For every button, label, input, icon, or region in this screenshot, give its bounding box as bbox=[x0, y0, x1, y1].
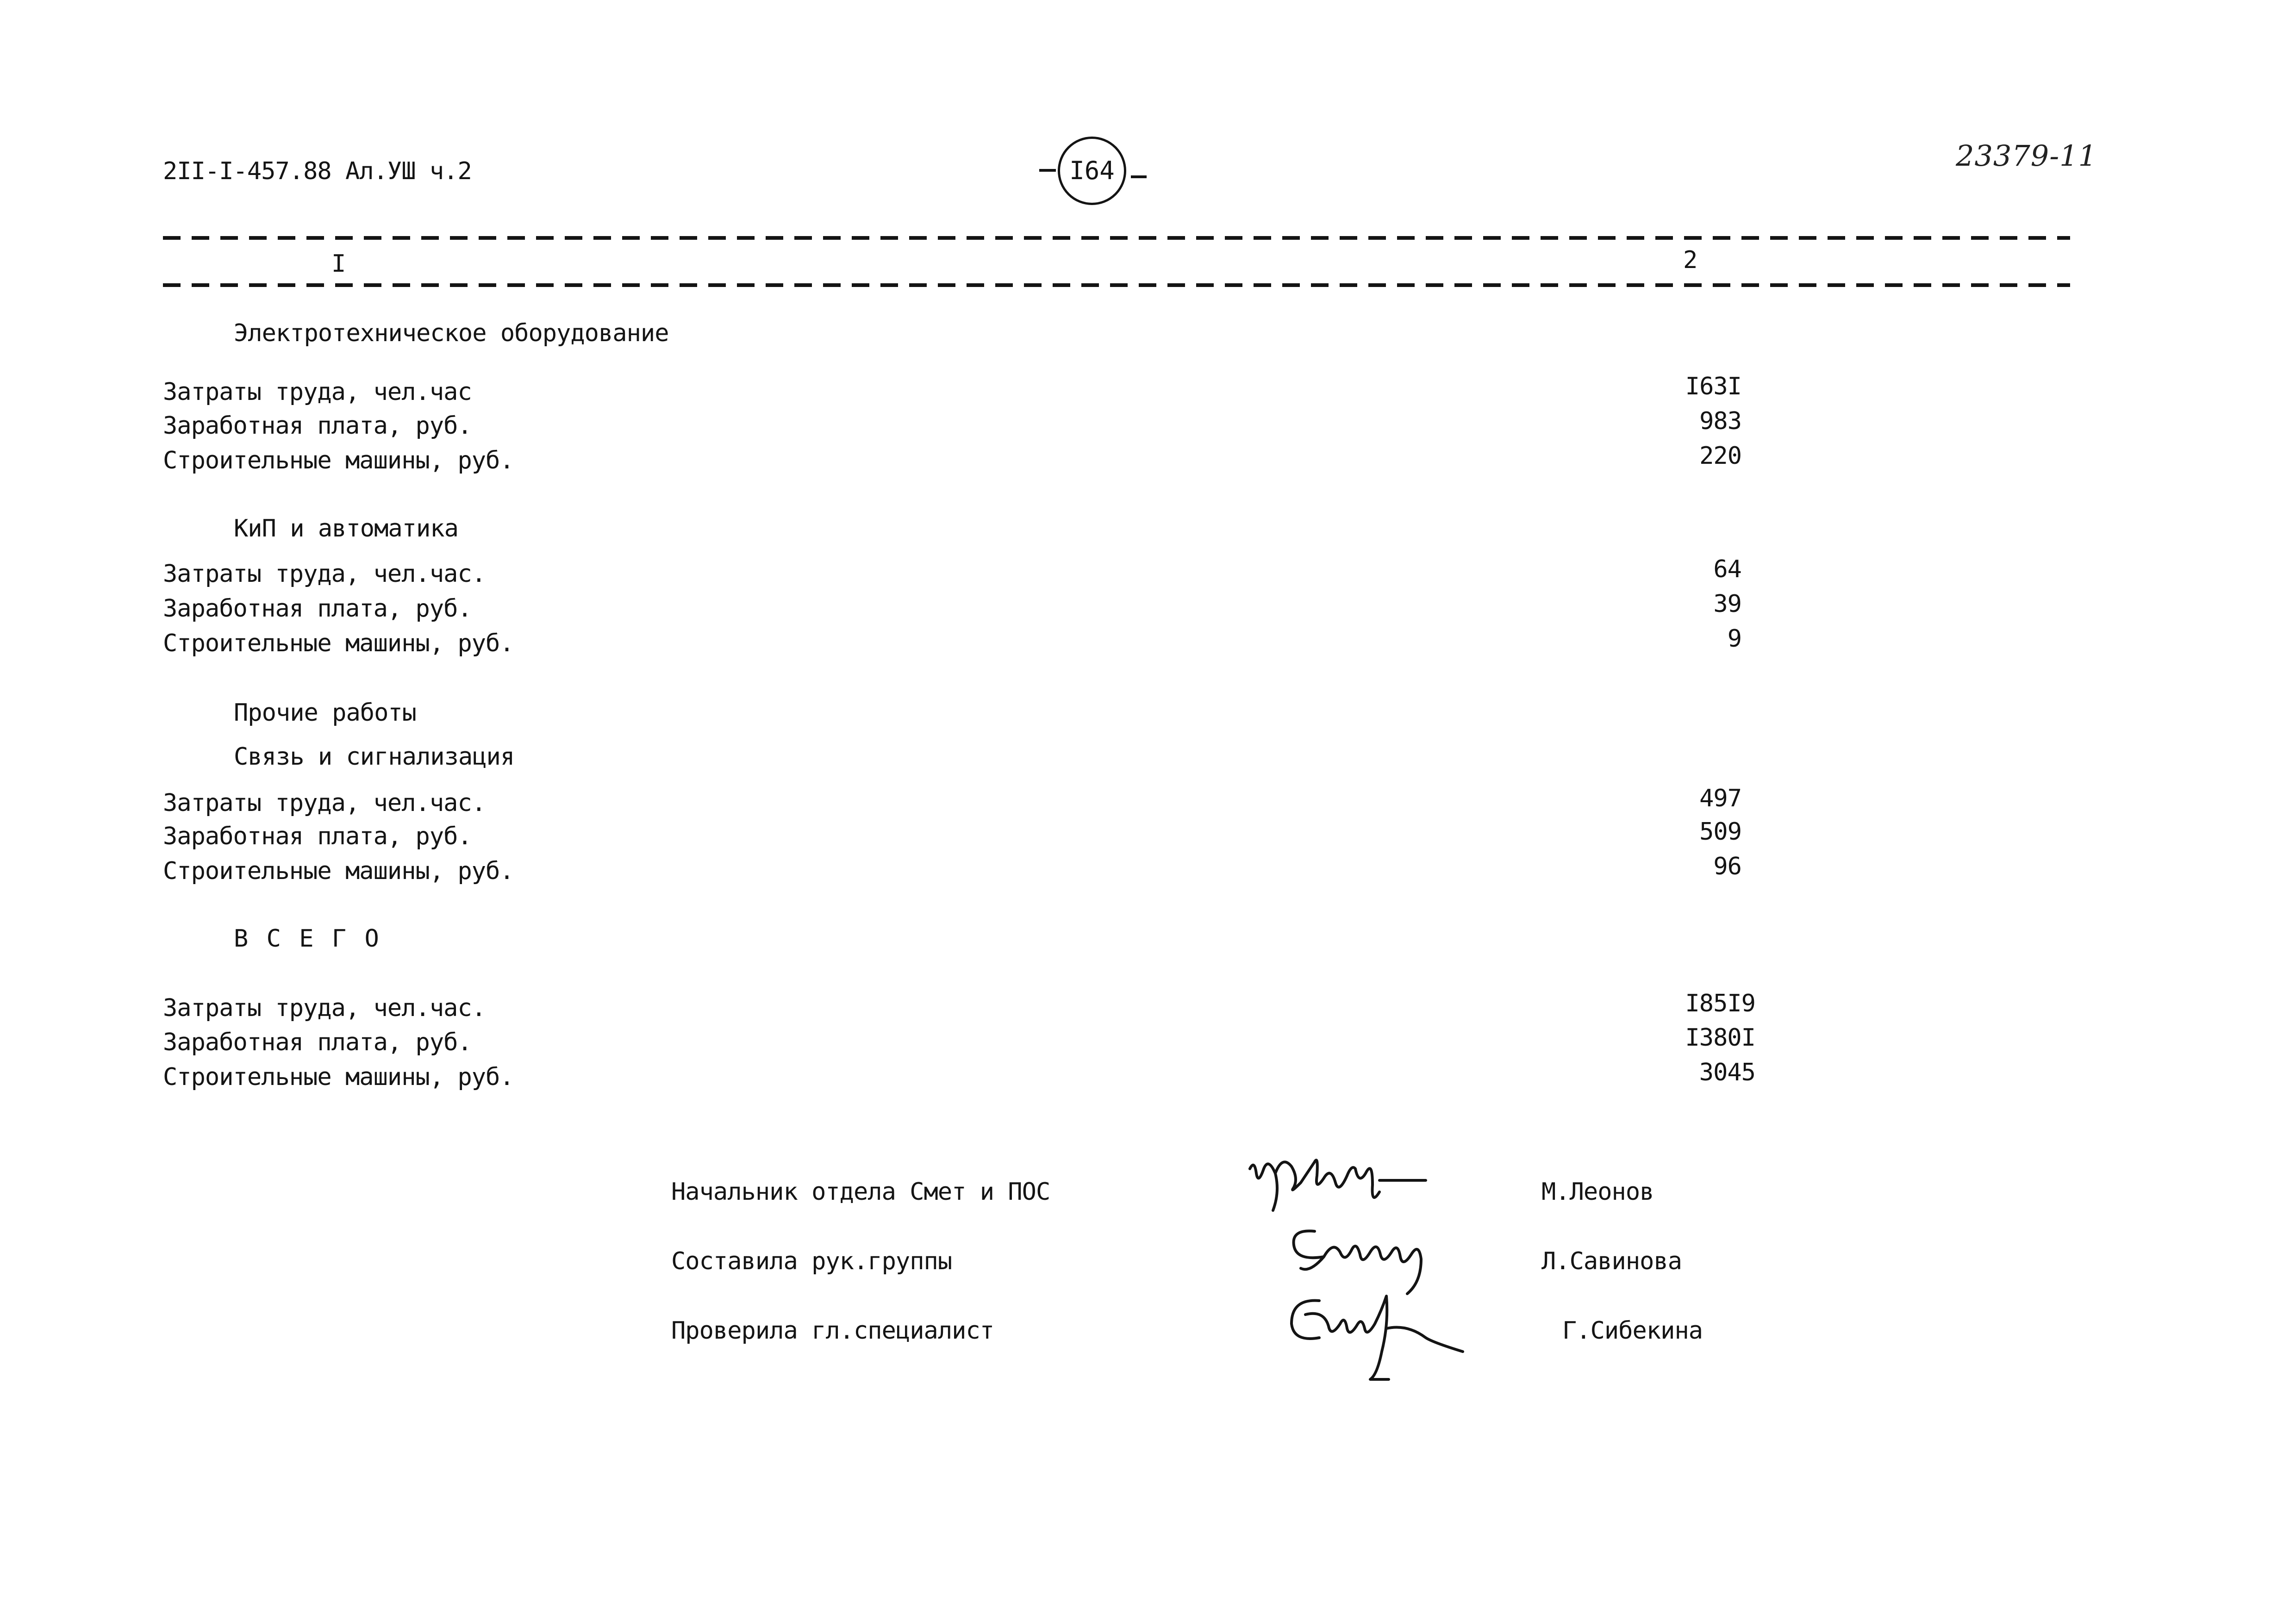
handwritten-reference-number: 23379-11 bbox=[1956, 139, 2097, 173]
other-wages-label: Заработная плата, руб. bbox=[163, 823, 472, 850]
electrical-machines-value: 220 bbox=[1699, 442, 1741, 470]
electrical-wages-label: Заработная плата, руб. bbox=[163, 412, 472, 440]
other-wages-value: 509 bbox=[1699, 818, 1741, 846]
other-machines-label: Строительные машины, руб. bbox=[163, 857, 514, 885]
electrical-wages-value: 983 bbox=[1699, 407, 1741, 435]
kip-labor-value: 64 bbox=[1713, 555, 1741, 583]
signatory-title-head: Начальник отдела Смет и ПОС bbox=[671, 1178, 1050, 1206]
signature-checked bbox=[1278, 1282, 1481, 1386]
kip-machines-label: Строительные машины, руб. bbox=[163, 630, 514, 657]
kip-wages-value: 39 bbox=[1713, 590, 1741, 618]
other-labor-value: 497 bbox=[1699, 785, 1741, 812]
total-machines-label: Строительные машины, руб. bbox=[163, 1063, 514, 1091]
total-wages-label: Заработная плата, руб. bbox=[163, 1029, 472, 1056]
section-subtitle-communications: Связь и сигнализация bbox=[234, 743, 515, 771]
signatory-name-checked: Г.Сибекина bbox=[1562, 1317, 1703, 1345]
kip-labor-label: Затраты труда, чел.час. bbox=[163, 560, 486, 588]
table-header-top-rule bbox=[163, 236, 2070, 240]
column-header-1: I bbox=[331, 250, 346, 278]
electrical-machines-label: Строительные машины, руб. bbox=[163, 447, 514, 474]
page-number: I64 bbox=[1069, 156, 1115, 185]
page-number-badge bbox=[1039, 137, 1150, 211]
signatory-name-head: М.Леонов bbox=[1541, 1178, 1654, 1206]
document-code: 2II-I-457.88 Ал.УШ ч.2 bbox=[163, 157, 472, 185]
total-wages-value: I380I bbox=[1685, 1024, 1755, 1052]
total-labor-label: Затраты труда, чел.час. bbox=[163, 994, 486, 1022]
page-number-dash-left bbox=[1039, 169, 1056, 172]
section-title-kip: КиП и автоматика bbox=[234, 515, 458, 542]
kip-wages-label: Заработная плата, руб. bbox=[163, 595, 472, 623]
kip-machines-value: 9 bbox=[1727, 625, 1741, 653]
table-header-bottom-rule bbox=[163, 283, 2070, 287]
section-title-other: Прочие работы bbox=[234, 699, 416, 727]
column-header-2: 2 bbox=[1683, 246, 1697, 274]
page-number-dash-right bbox=[1131, 175, 1147, 178]
signatory-title-checked: Проверила гл.специалист bbox=[671, 1317, 994, 1345]
electrical-labor-label: Затраты труда, чел.час bbox=[163, 378, 472, 406]
other-machines-value: 96 bbox=[1713, 853, 1741, 880]
total-labor-value: I85I9 bbox=[1685, 990, 1755, 1017]
section-title-electrical: Электротехническое оборудование bbox=[234, 319, 669, 347]
other-labor-label: Затраты труда, чел.час. bbox=[163, 789, 486, 817]
signatory-name-compiled: Л.Савинова bbox=[1541, 1247, 1682, 1275]
signatory-title-compiled: Составила рук.группы bbox=[671, 1247, 952, 1275]
electrical-labor-value: I63I bbox=[1685, 373, 1741, 400]
total-machines-value: 3045 bbox=[1699, 1059, 1755, 1086]
section-title-total: В С Е Г О bbox=[234, 925, 381, 953]
